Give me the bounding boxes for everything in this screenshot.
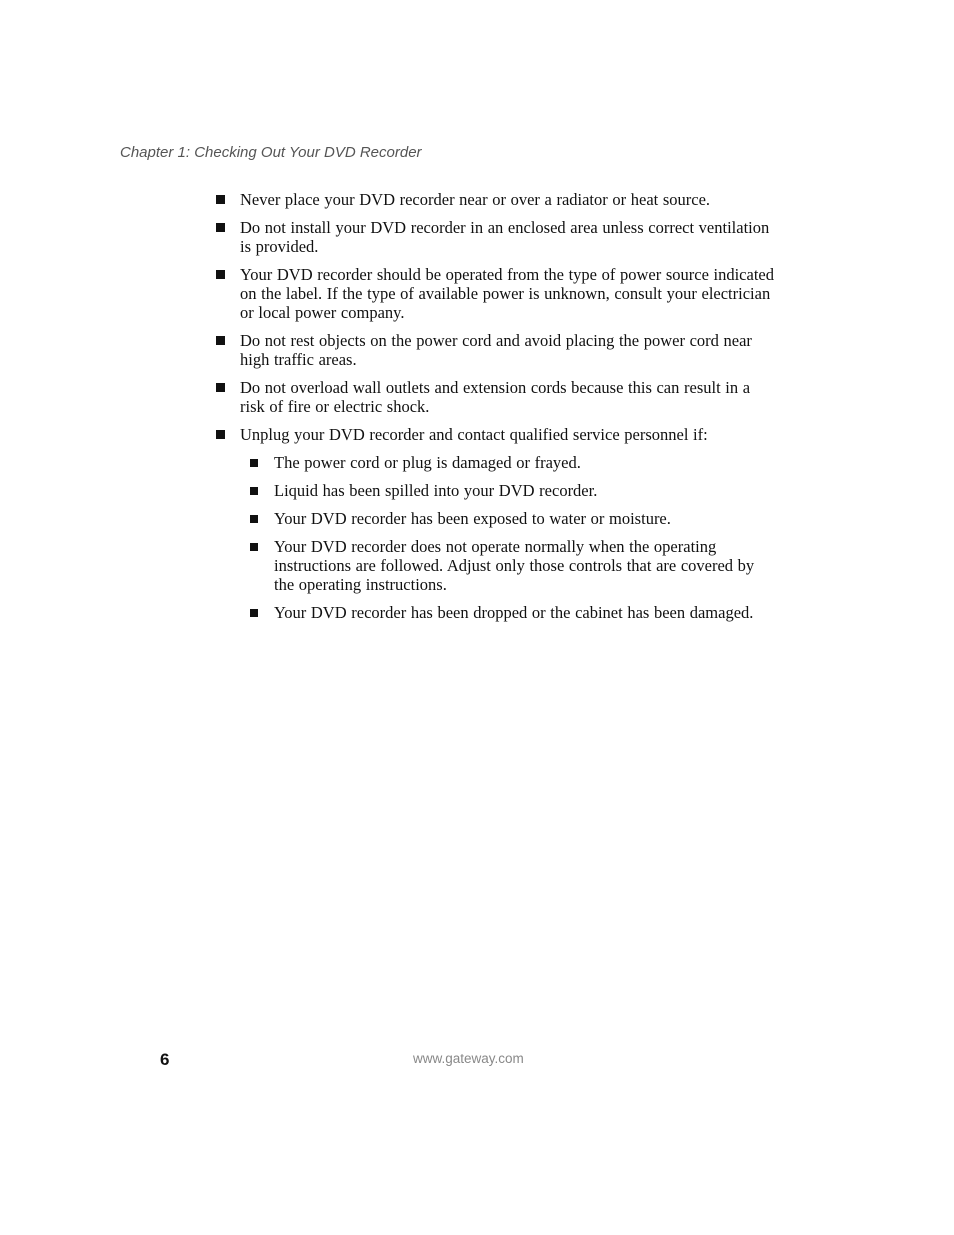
safety-bullet-list xyxy=(216,190,776,631)
square-bullet-icon xyxy=(216,195,225,204)
sub-list-item-text: Liquid has been spilled into your DVD recorder. xyxy=(274,481,598,500)
list-item xyxy=(216,331,776,369)
list-item xyxy=(216,190,776,209)
service-conditions-sublist xyxy=(250,453,776,622)
sub-list-item xyxy=(250,603,776,622)
square-bullet-icon xyxy=(216,336,225,345)
page-number: 6 xyxy=(160,1050,170,1069)
list-item xyxy=(216,425,776,622)
sub-list-item xyxy=(250,453,776,472)
square-bullet-icon xyxy=(250,543,258,551)
list-item-text: Do not overload wall outlets and extension cords because this can result in a risk of fire or electric shock. xyxy=(240,378,751,416)
list-item-text: Do not rest objects on the power cord and avoid placing the power cord near high traffic areas. xyxy=(240,331,752,369)
square-bullet-icon xyxy=(216,270,225,279)
sub-list-item-text: Your DVD recorder does not operate normally when the operating instructions are followed. Adjust only those controls that are covered by the operating instructions. xyxy=(274,537,755,594)
list-item-text: Your DVD recorder should be operated from the type of power source indicated on the label. If the type of available power is unknown, consult your electrician or local power company. xyxy=(240,265,774,322)
sub-list-item-text: Your DVD recorder has been dropped or the cabinet has been damaged. xyxy=(274,603,754,622)
square-bullet-icon xyxy=(250,487,258,495)
square-bullet-icon xyxy=(216,223,225,232)
sub-list-item-text: The power cord or plug is damaged or frayed. xyxy=(274,453,581,472)
chapter-header: Chapter 1: Checking Out Your DVD Recorder xyxy=(120,144,422,161)
square-bullet-icon xyxy=(250,515,258,523)
square-bullet-icon xyxy=(250,609,258,617)
square-bullet-icon xyxy=(216,430,225,439)
list-item xyxy=(216,378,776,416)
square-bullet-icon xyxy=(250,459,258,467)
list-item-text: Do not install your DVD recorder in an enclosed area unless correct ventilation is provided. xyxy=(240,218,770,256)
list-item-text: Never place your DVD recorder near or over a radiator or heat source. xyxy=(240,190,711,209)
sub-list-item-text: Your DVD recorder has been exposed to water or moisture. xyxy=(274,509,671,528)
square-bullet-icon xyxy=(216,383,225,392)
list-item xyxy=(216,218,776,256)
sub-list-item xyxy=(250,537,776,594)
footer-url: www.gateway.com xyxy=(413,1051,524,1066)
sub-list-item xyxy=(250,481,776,500)
list-item xyxy=(216,265,776,322)
sub-list-item xyxy=(250,509,776,528)
list-item-text: Unplug your DVD recorder and contact qualified service personnel if: xyxy=(240,425,708,444)
